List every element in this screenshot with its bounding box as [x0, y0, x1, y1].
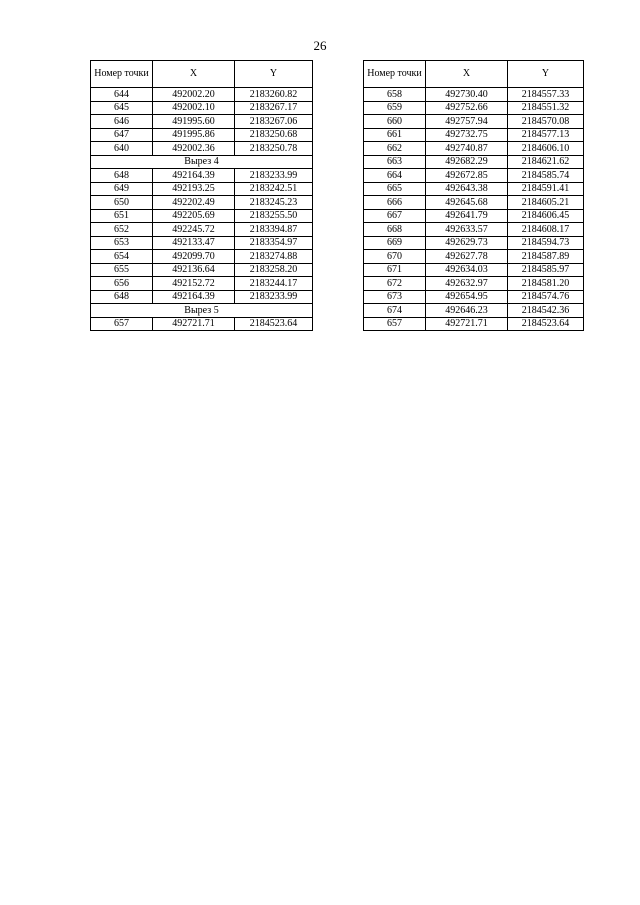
- cell-point-number: 662: [364, 142, 426, 156]
- table-row: [364, 236, 584, 250]
- table-row: [364, 263, 584, 277]
- cell-x: 492646.23: [426, 304, 508, 318]
- table-row: [91, 128, 313, 142]
- table-row: [364, 277, 584, 291]
- cell-y: 2184621.62: [508, 155, 584, 169]
- cell-point-number: 670: [364, 250, 426, 264]
- cell-x: 491995.60: [153, 115, 235, 129]
- table-row: [364, 223, 584, 237]
- table-header-row: [364, 61, 584, 88]
- cell-y: 2184551.32: [508, 101, 584, 115]
- cell-y: 2183274.88: [235, 250, 313, 264]
- cell-y: 2184591.41: [508, 182, 584, 196]
- cell-x: 492757.94: [426, 115, 508, 129]
- cell-point-number: 648: [91, 290, 153, 304]
- cell-x: 492730.40: [426, 88, 508, 102]
- header-y: Y: [508, 61, 584, 88]
- table-row: [364, 304, 584, 318]
- table-row: [364, 182, 584, 196]
- cell-point-number: 645: [91, 101, 153, 115]
- table-row: [364, 317, 584, 331]
- cell-y: 2184585.97: [508, 263, 584, 277]
- cell-y: 2183233.99: [235, 290, 313, 304]
- header-point-number: Номер точки: [364, 61, 426, 88]
- table-row: [91, 115, 313, 129]
- cell-y: 2184605.21: [508, 196, 584, 210]
- cell-y: 2183245.23: [235, 196, 313, 210]
- cell-x: 492133.47: [153, 236, 235, 250]
- cell-x: 492002.20: [153, 88, 235, 102]
- page-number: 26: [313, 38, 327, 53]
- cell-x: 492152.72: [153, 277, 235, 291]
- cell-x: 491995.86: [153, 128, 235, 142]
- cell-x: 492205.69: [153, 209, 235, 223]
- cell-point-number: 648: [91, 169, 153, 183]
- cell-point-number: 654: [91, 250, 153, 264]
- cell-y: 2183394.87: [235, 223, 313, 237]
- cell-point-number: 668: [364, 223, 426, 237]
- header-point-number: Номер точки: [91, 61, 153, 88]
- table-header-row: [91, 61, 313, 88]
- cell-point-number: 647: [91, 128, 153, 142]
- cell-x: 492164.39: [153, 169, 235, 183]
- table-row: [91, 263, 313, 277]
- cell-y: 2183267.17: [235, 101, 313, 115]
- cell-y: 2184523.64: [235, 317, 313, 331]
- table-row: [91, 182, 313, 196]
- table-row: [91, 317, 313, 331]
- cell-point-number: 646: [91, 115, 153, 129]
- cell-y: 2183255.50: [235, 209, 313, 223]
- cell-y: 2184606.45: [508, 209, 584, 223]
- table-row: [364, 115, 584, 129]
- cell-y: 2184577.13: [508, 128, 584, 142]
- cell-y: 2184587.89: [508, 250, 584, 264]
- cell-point-number: 667: [364, 209, 426, 223]
- cell-point-number: 669: [364, 236, 426, 250]
- cell-x: 492645.68: [426, 196, 508, 210]
- cell-point-number: 657: [364, 317, 426, 331]
- cell-x: 492732.75: [426, 128, 508, 142]
- cell-x: 492633.57: [426, 223, 508, 237]
- table-row: [364, 155, 584, 169]
- table-row: [364, 128, 584, 142]
- cell-point-number: 657: [91, 317, 153, 331]
- cell-y: 2184608.17: [508, 223, 584, 237]
- cell-y: 2183354.97: [235, 236, 313, 250]
- cell-point-number: 655: [91, 263, 153, 277]
- cell-point-number: 665: [364, 182, 426, 196]
- cell-point-number: 673: [364, 290, 426, 304]
- cell-y: 2183250.78: [235, 142, 313, 156]
- table-row: [364, 250, 584, 264]
- section-label: Вырез 5: [91, 304, 313, 318]
- cell-x: 492245.72: [153, 223, 235, 237]
- cell-point-number: 653: [91, 236, 153, 250]
- table-row: [364, 290, 584, 304]
- cell-x: 492627.78: [426, 250, 508, 264]
- cell-point-number: 663: [364, 155, 426, 169]
- cell-y: 2183233.99: [235, 169, 313, 183]
- cell-y: 2184594.73: [508, 236, 584, 250]
- cell-point-number: 649: [91, 182, 153, 196]
- cell-y: 2183258.20: [235, 263, 313, 277]
- cell-point-number: 674: [364, 304, 426, 318]
- cell-x: 492672.85: [426, 169, 508, 183]
- cell-y: 2184542.36: [508, 304, 584, 318]
- section-row: [91, 304, 313, 318]
- table-row: [91, 236, 313, 250]
- cell-x: 492136.64: [153, 263, 235, 277]
- cell-x: 492632.97: [426, 277, 508, 291]
- cell-x: 492002.36: [153, 142, 235, 156]
- cell-y: 2183267.06: [235, 115, 313, 129]
- cell-x: 492164.39: [153, 290, 235, 304]
- table-row: [91, 169, 313, 183]
- cell-x: 492682.29: [426, 155, 508, 169]
- cell-point-number: 652: [91, 223, 153, 237]
- table-row: [91, 277, 313, 291]
- cell-y: 2184585.74: [508, 169, 584, 183]
- table-row: [364, 88, 584, 102]
- cell-point-number: 651: [91, 209, 153, 223]
- header-x: X: [153, 61, 235, 88]
- cell-point-number: 640: [91, 142, 153, 156]
- cell-x: 492740.87: [426, 142, 508, 156]
- table-row: [91, 290, 313, 304]
- cell-x: 492643.38: [426, 182, 508, 196]
- cell-point-number: 659: [364, 101, 426, 115]
- cell-y: 2183244.17: [235, 277, 313, 291]
- cell-x: 492002.10: [153, 101, 235, 115]
- cell-point-number: 656: [91, 277, 153, 291]
- section-label: Вырез 4: [91, 155, 313, 169]
- cell-y: 2184581.20: [508, 277, 584, 291]
- table-row: [364, 101, 584, 115]
- cell-y: 2183242.51: [235, 182, 313, 196]
- header-x: X: [426, 61, 508, 88]
- cell-x: 492721.71: [426, 317, 508, 331]
- table-row: [91, 196, 313, 210]
- cell-x: 492193.25: [153, 182, 235, 196]
- cell-point-number: 664: [364, 169, 426, 183]
- table-row: [91, 250, 313, 264]
- table-row: [91, 142, 313, 156]
- cell-y: 2184557.33: [508, 88, 584, 102]
- cell-point-number: 660: [364, 115, 426, 129]
- cell-x: 492634.03: [426, 263, 508, 277]
- table-row: [91, 223, 313, 237]
- cell-x: 492099.70: [153, 250, 235, 264]
- cell-x: 492641.79: [426, 209, 508, 223]
- cell-point-number: 650: [91, 196, 153, 210]
- table-row: [91, 88, 313, 102]
- cell-y: 2184606.10: [508, 142, 584, 156]
- cell-point-number: 672: [364, 277, 426, 291]
- cell-y: 2184523.64: [508, 317, 584, 331]
- cell-point-number: 658: [364, 88, 426, 102]
- table-row: [364, 169, 584, 183]
- cell-x: 492202.49: [153, 196, 235, 210]
- cell-x: 492752.66: [426, 101, 508, 115]
- cell-x: 492629.73: [426, 236, 508, 250]
- cell-y: 2183250.68: [235, 128, 313, 142]
- coordinates-table-left: [90, 60, 313, 331]
- table-row: [364, 142, 584, 156]
- cell-point-number: 661: [364, 128, 426, 142]
- table-row: [364, 196, 584, 210]
- cell-x: 492654.95: [426, 290, 508, 304]
- cell-point-number: 644: [91, 88, 153, 102]
- cell-x: 492721.71: [153, 317, 235, 331]
- cell-y: 2184570.08: [508, 115, 584, 129]
- section-row: [91, 155, 313, 169]
- cell-y: 2183260.82: [235, 88, 313, 102]
- coordinates-table-right: [363, 60, 584, 331]
- header-y: Y: [235, 61, 313, 88]
- table-row: [91, 101, 313, 115]
- table-row: [91, 209, 313, 223]
- cell-y: 2184574.76: [508, 290, 584, 304]
- cell-point-number: 666: [364, 196, 426, 210]
- table-row: [364, 209, 584, 223]
- cell-point-number: 671: [364, 263, 426, 277]
